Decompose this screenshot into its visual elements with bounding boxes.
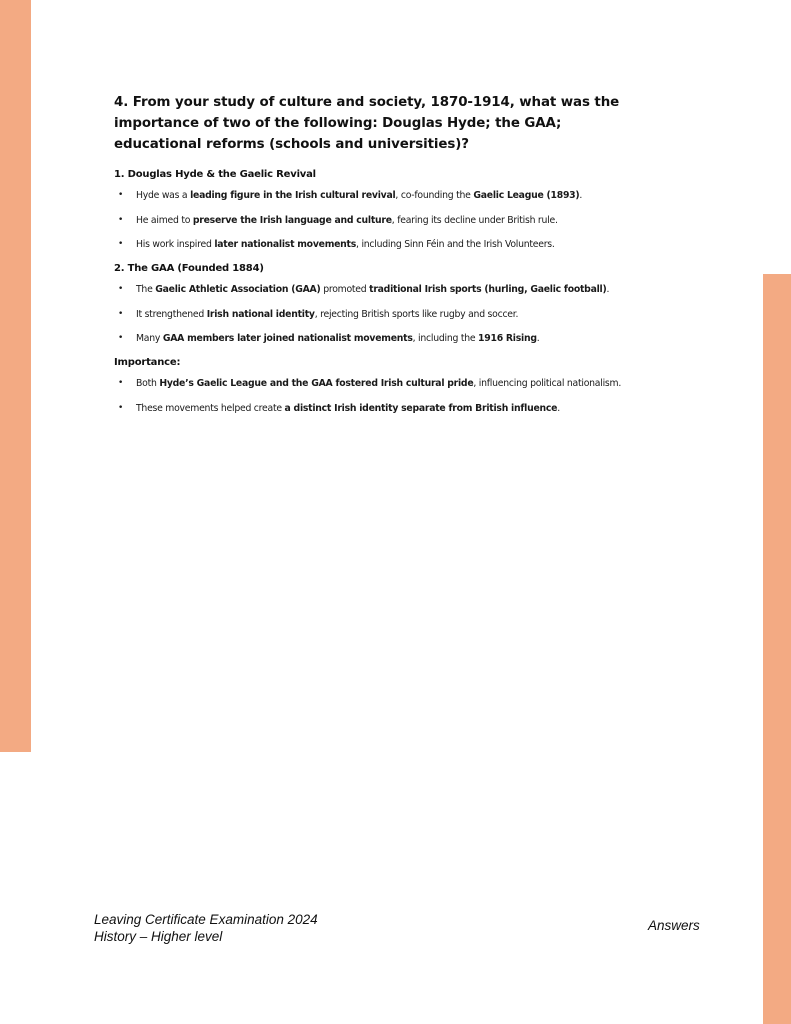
bullet-text: . — [557, 402, 560, 414]
section-douglas-hyde — [114, 168, 634, 253]
bullet-emphasis: Hyde’s Gaelic League and the GAA fostered Irish cultural pride — [159, 378, 474, 389]
footer-answers-label: Answers — [648, 918, 700, 933]
bullet-list — [114, 187, 634, 253]
footer-level-line: History – Higher level — [94, 928, 223, 944]
bullet-text: Hyde was a — [136, 190, 191, 201]
section-heading: 2. The GAA (Founded 1884) — [114, 263, 264, 274]
bullet-emphasis: leading figure in the Irish cultural revival — [190, 190, 396, 201]
bullet-text: , rejecting British sports like rugby and soccer. — [314, 308, 519, 320]
bullet-icon: • — [118, 214, 124, 225]
bullet-text: He aimed to — [136, 214, 193, 226]
bullet-icon: • — [118, 402, 124, 413]
bullet-text: , including the — [412, 333, 479, 344]
bullet-item — [114, 236, 634, 253]
bullet-icon: • — [118, 190, 124, 200]
bullet-text: . — [536, 333, 540, 344]
bullet-icon: • — [118, 378, 124, 388]
footer-exam-info — [94, 912, 318, 945]
bullet-emphasis: Gaelic League (1893) — [473, 190, 580, 201]
bullet-text: Many — [136, 333, 163, 344]
bullet-item — [114, 212, 634, 229]
bullet-text: , influencing political nationalism. — [473, 378, 622, 389]
bullet-text: , co-founding the — [395, 190, 474, 201]
bullet-text: promoted — [320, 284, 370, 295]
bullet-text: , fearing its decline under British rule. — [391, 214, 558, 226]
bullet-item — [114, 330, 634, 347]
bullet-item — [114, 400, 634, 417]
bullet-text: His work inspired — [136, 239, 215, 250]
bullet-emphasis: traditional Irish sports (hurling, Gaelic football) — [369, 284, 607, 295]
bullet-emphasis: later nationalist movements — [214, 239, 357, 250]
bullet-list — [114, 375, 634, 417]
bullet-text: It strengthened — [136, 308, 207, 320]
bullet-emphasis: GAA members later joined nationalist movements — [162, 333, 413, 344]
bullet-item — [114, 187, 634, 204]
bullet-emphasis: a distinct Irish identity separate from British influence — [284, 402, 558, 414]
question-text: 4. From your study of culture and society, 1870-1914, what was the importance of two of the following: Douglas Hyde; the GAA; educational reforms (schools and universities)? — [114, 95, 620, 152]
answer-content — [114, 92, 634, 426]
bullet-item — [114, 281, 634, 298]
bullet-icon: • — [118, 239, 124, 249]
bullet-emphasis: Gaelic Athletic Association (GAA) — [155, 284, 321, 295]
bullet-item — [114, 306, 634, 323]
section-heading: 1. Douglas Hyde & the Gaelic Revival — [114, 169, 316, 180]
bullet-text: . — [579, 190, 583, 201]
footer-exam-line: Leaving Certificate Examination 2024 — [94, 912, 318, 927]
bullet-icon: • — [118, 308, 124, 319]
bullet-emphasis: preserve the Irish language and culture — [192, 214, 392, 226]
bullet-emphasis: 1916 Rising — [478, 333, 537, 344]
section-importance — [114, 356, 634, 417]
left-accent-band — [0, 0, 31, 752]
right-accent-band — [763, 274, 791, 1024]
bullet-text: . — [606, 284, 610, 295]
section-heading: Importance: — [114, 357, 181, 368]
bullet-emphasis: Irish national identity — [206, 308, 315, 320]
bullet-icon: • — [118, 284, 124, 294]
bullet-text: , including Sinn Féin and the Irish Volunteers. — [356, 239, 555, 250]
bullet-item — [114, 375, 634, 392]
bullet-text: The — [136, 284, 156, 295]
bullet-text: These movements helped create — [136, 402, 285, 414]
bullet-text: Both — [136, 378, 160, 389]
section-gaa — [114, 262, 634, 347]
bullet-icon: • — [118, 333, 124, 343]
bullet-list — [114, 281, 634, 347]
